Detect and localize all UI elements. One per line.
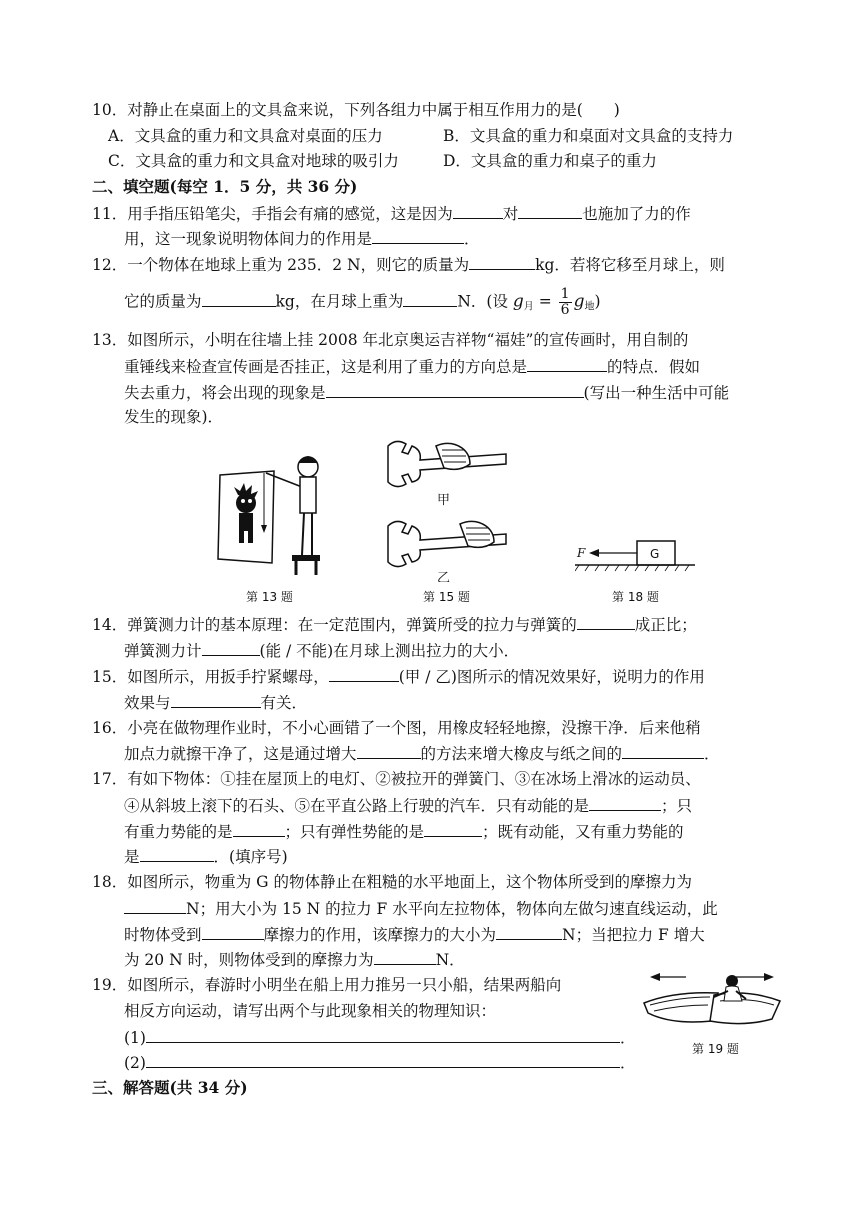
q10-option-c: C．文具盒的重力和文具盒对地球的吸引力: [108, 152, 399, 170]
q10-stem: 10．对静止在桌面上的文具盒来说，下列各组力中属于相互作用力的是( ): [92, 101, 620, 119]
q19-answer1: (1) ．: [124, 1029, 636, 1047]
q18-line3: 时物体受到 摩擦力的作用，该摩擦力的大小为 N；当把拉力 F 增大: [124, 926, 705, 944]
q16-line2: 加点力就擦干净了，这是通过增大 的方法来增大橡皮与纸之间的 ．: [124, 745, 720, 763]
q11-line1: 11．用手指压铅笔尖，手指会有痛的感觉，这是因为 对 也施加了力的作: [92, 205, 691, 223]
q19-line1: 19．如图所示，春游时小明坐在船上用力推另一只小船，结果两船向: [92, 976, 562, 994]
q15-line1: 15．如图所示，用扳手拧紧螺母， (甲 / 乙)图所示的情况效果好，说明力的作用: [92, 668, 705, 686]
figure-19-boats: [640, 965, 785, 1035]
caption-fig19: 第 19 题: [692, 1042, 739, 1056]
q13-line1: 13．如图所示，小明在往墙上挂 2008 年北京奥运吉祥物“福娃”的宣传画时，用自制的: [92, 331, 689, 349]
q15-line2: 效果与 有关．: [124, 694, 308, 712]
section3-heading: 三、解答题(共 34 分): [92, 1078, 248, 1097]
caption-fig18: 第 18 题: [612, 590, 659, 604]
q10-option-d: D．文具盒的重力和桌子的重力: [443, 152, 657, 170]
q17-line3: 有重力势能的是 ；只有弹性势能的是 ；既有动能，又有重力势能的: [124, 823, 684, 841]
figure-15-wrenches: [380, 432, 510, 582]
q13-line3: 失去重力，将会出现的现象是 (写出一种生活中可能: [124, 384, 730, 402]
q12-line2: 它的质量为 kg，在月球上重为 N．(设 $g_月$ = $\frac{1}{6}$ $g_地$): [124, 286, 601, 318]
q19-line2: 相反方向运动，请写出两个与此现象相关的物理知识：: [124, 1002, 497, 1020]
q13-line4: 发生的现象)．: [124, 408, 224, 426]
svg-text:G: G: [650, 547, 660, 561]
q18-line2: N；用大小为 15 N 的拉力 F 水平向左拉物体，物体向左做匀速直线运动，此: [124, 898, 718, 919]
q18-line1: 18．如图所示，物重为 G 的物体静止在粗糙的水平地面上，这个物体所受到的摩擦力为: [92, 873, 692, 891]
q19-answer2: (2) ．: [124, 1054, 636, 1072]
q14-line1: 14．弹簧测力计的基本原理：在一定范围内，弹簧所受的拉力与弹簧的 成正比；: [92, 616, 697, 634]
q17-line4: 是 ．(填序号): [124, 848, 288, 866]
q13-line2: 重锤线来检查宣传画是否挂正，这是利用了重力的方向总是 的特点．假如: [124, 358, 701, 376]
q12-line1: 12．一个物体在地球上重为 235．2 N，则它的质量为 kg．若将它移至月球上，则: [92, 256, 725, 274]
svg-text:F: F: [577, 546, 586, 560]
svg-text:乙: 乙: [437, 571, 451, 582]
q18-line4: 为 20 N 时，则物体受到的摩擦力为 N．: [124, 951, 465, 969]
q11-line2: 用，这一现象说明物体间力的作用是 ．: [124, 230, 480, 248]
svg-text:甲: 甲: [437, 493, 451, 508]
q10-option-a: A．文具盒的重力和文具盒对桌面的压力: [108, 127, 383, 145]
q10-option-b: B．文具盒的重力和桌面对文具盒的支持力: [443, 127, 734, 145]
q14-line2: 弹簧测力计 (能 / 不能)在月球上测出拉力的大小．: [124, 642, 520, 660]
section2-heading: 二、填空题(每空 1．5 分，共 36 分): [92, 177, 358, 196]
q17-line2: ④从斜坡上滚下的石头、⑤在平直公路上行驶的汽车．只有动能的是 ；只: [124, 797, 693, 815]
q17-line1: 17．有如下物体：①挂在屋顶上的电灯、②被拉开的弹簧门、③在冰场上滑冰的运动员、: [92, 770, 701, 788]
figure-18-block-force: [575, 535, 705, 580]
caption-fig15: 第 15 题: [423, 590, 470, 604]
figure-13-boy-poster: [212, 435, 332, 585]
caption-fig13: 第 13 题: [246, 590, 293, 604]
one-sixth-fraction: $\frac{1}{6}$: [560, 286, 570, 318]
q16-line1: 16．小亮在做物理作业时，不小心画错了一个图，用橡皮轻轻地擦，没擦干净．后来他稍: [92, 719, 701, 737]
